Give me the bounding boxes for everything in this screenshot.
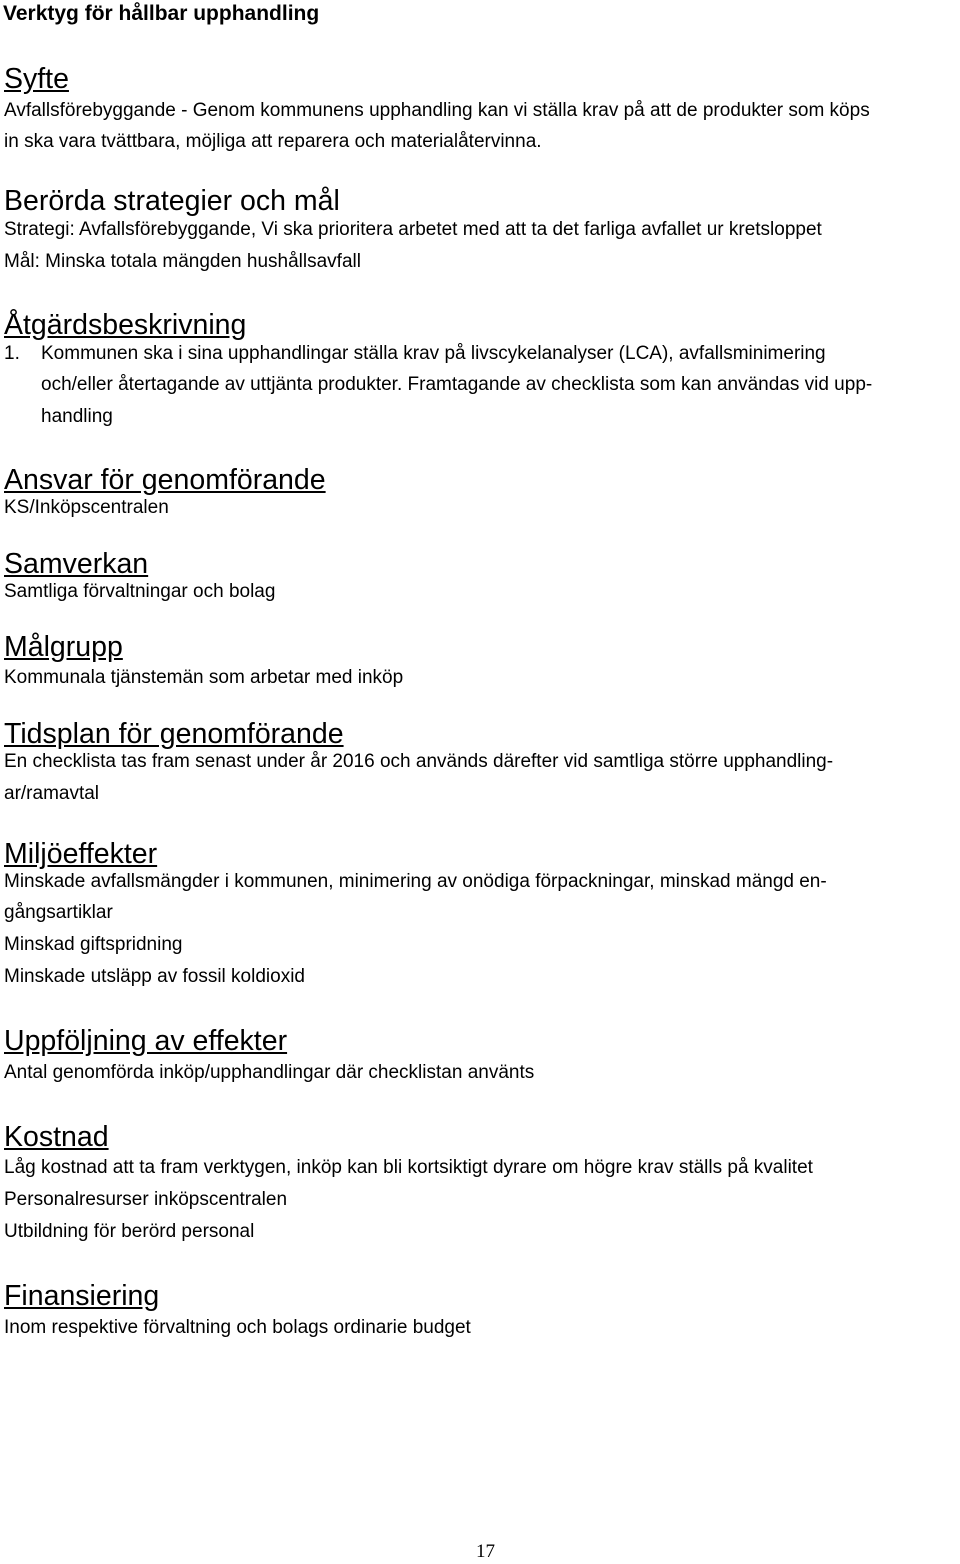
list-item-line: handling	[41, 406, 113, 427]
section-heading-kostnad: Kostnad	[4, 1121, 109, 1153]
section-line: Minskade utsläpp av fossil koldioxid	[4, 966, 305, 987]
section-heading-samverkan: Samverkan	[4, 548, 149, 580]
list-item-line: Kommunen ska i sina upphandlingar ställa krav på livscykelanalyser (LCA), avfallsminimering	[41, 343, 826, 364]
section-line: Personalresurser inköpscentralen	[4, 1189, 288, 1210]
page-number: 17	[476, 1541, 495, 1562]
document-title: Verktyg för hållbar upphandling	[3, 2, 320, 25]
section-line: Antal genomförda inköp/upphandlingar där checklistan använts	[4, 1062, 535, 1083]
section-heading-uppfoljning: Uppföljning av effekter	[4, 1025, 288, 1057]
section-heading-syfte: Syfte	[4, 63, 69, 95]
section-line: Samtliga förvaltningar och bolag	[4, 581, 276, 602]
section-line: Minskade avfallsmängder i kommunen, minimering av onödiga förpackningar, minskad mängd en-	[4, 871, 827, 892]
section-line: Minskad giftspridning	[4, 934, 183, 955]
section-heading-malgrupp: Målgrupp	[4, 631, 123, 663]
section-line: in ska vara tvättbara, möjliga att reparera och materialåtervinna.	[4, 131, 542, 152]
section-line: Avfallsförebyggande - Genom kommunens upphandling kan vi ställa krav på att de produkter som köps	[4, 100, 870, 121]
section-line: Utbildning för berörd personal	[4, 1221, 255, 1242]
section-heading-tidsplan: Tidsplan för genomförande	[4, 718, 344, 750]
list-item-line: och/eller återtagande av uttjänta produkter. Framtagande av checklista som kan användas vid upp-	[41, 374, 873, 395]
section-heading-finansiering: Finansiering	[4, 1280, 160, 1312]
section-line: ar/ramavtal	[4, 783, 100, 804]
section-heading-strategier: Berörda strategier och mål	[4, 185, 340, 217]
section-line: KS/Inköpscentralen	[4, 497, 169, 518]
section-line: En checklista tas fram senast under år 2016 och används därefter vid samtliga större upphandling-	[4, 751, 834, 772]
section-heading-ansvar: Ansvar för genomförande	[4, 464, 326, 496]
list-number: 1.	[4, 343, 20, 364]
section-line: gångsartiklar	[4, 902, 113, 923]
section-line: Kommunala tjänstemän som arbetar med inköp	[4, 667, 404, 688]
section-line: Strategi: Avfallsförebyggande, Vi ska prioritera arbetet med att ta det farliga avfallet ur kretsloppet	[4, 219, 822, 240]
section-heading-miljoeffekter: Miljöeffekter	[4, 838, 158, 870]
section-line: Inom respektive förvaltning och bolags ordinarie budget	[4, 1317, 471, 1338]
section-line: Mål: Minska totala mängden hushållsavfall	[4, 251, 361, 272]
section-heading-atgardsbeskrivning: Åtgärdsbeskrivning	[4, 309, 247, 341]
section-line: Låg kostnad att ta fram verktygen, inköp kan bli kortsiktigt dyrare om högre krav ställs på kvalitet	[4, 1157, 813, 1178]
